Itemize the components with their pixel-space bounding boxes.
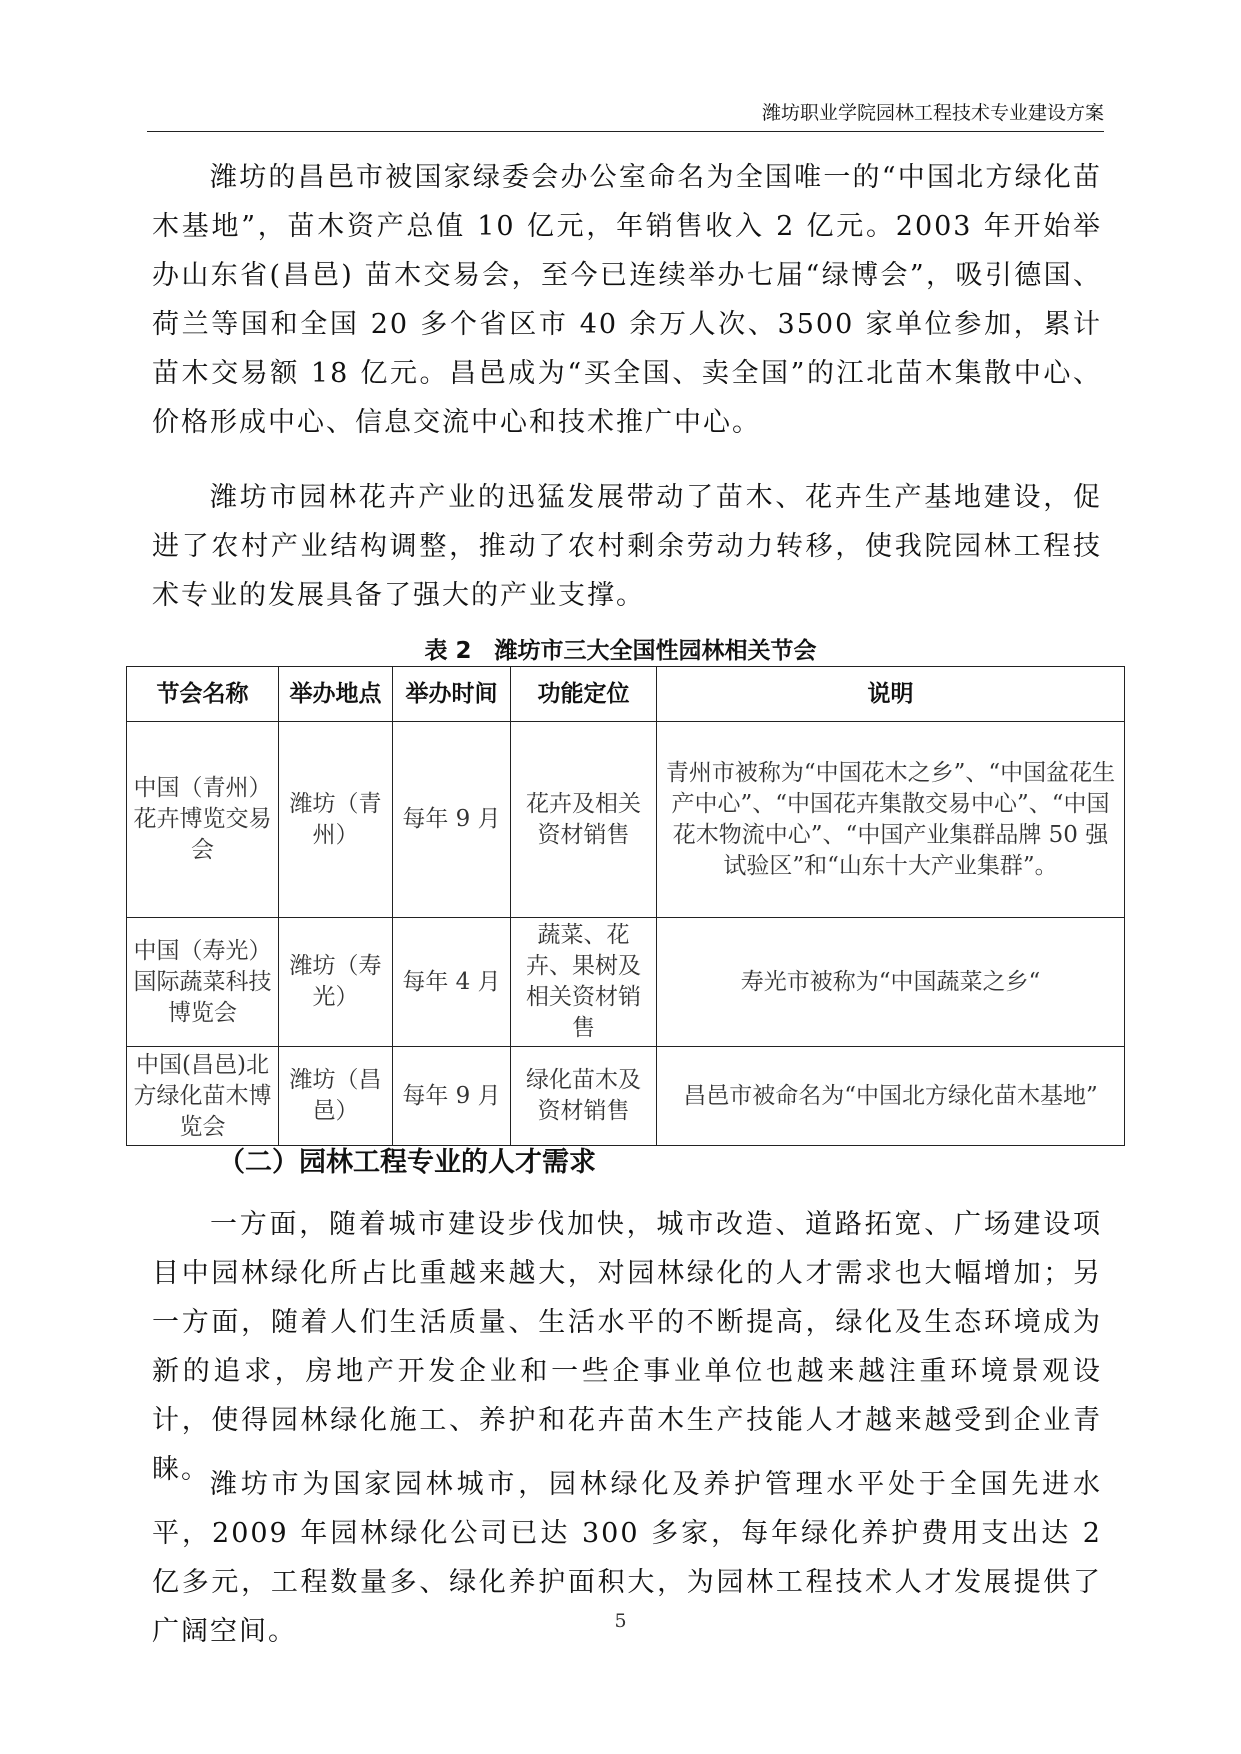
column-header: 举办时间 [393, 667, 511, 722]
table-cell: 青州市被称为“中国花木之乡”、“中国盆花生产中心”、“中国花卉集散交易中心”、“中国花木物流中心”、“中国产业集群品牌 50 强试验区”和“山东十大产业集群”。 [657, 722, 1125, 918]
table-cell: 寿光市被称为“中国蔬菜之乡“ [657, 918, 1125, 1047]
table-header-row [127, 667, 1125, 722]
festivals-table [126, 666, 1125, 1146]
column-header: 功能定位 [511, 667, 657, 722]
running-header: 潍坊职业学院园林工程技术专业建设方案 [147, 98, 1104, 132]
table-cell: 绿化苗木及资材销售 [511, 1047, 657, 1146]
table-caption: 表 2 潍坊市三大全国性园林相关节会 [424, 638, 817, 664]
column-header: 说明 [657, 667, 1125, 722]
page-number: 5 [614, 1610, 627, 1632]
table-row [127, 722, 1125, 918]
paragraph-weifang-garden-city: 潍坊市为国家园林城市，园林绿化及养护管理水平处于全国先进水平，2009 年园林绿化公司已达 300 多家，每年绿化养护费用支出达 2 亿多元，工程数量多、绿化养护面积大，为园林工程技术人才发展提供了广阔空间。 [152, 1469, 1102, 1647]
table-cell: 蔬菜、花卉、果树及相关资材销售 [511, 918, 657, 1047]
table-cell: 中国（青州）花卉博览交易会 [127, 722, 279, 918]
column-header: 节会名称 [127, 667, 279, 722]
table-row [127, 1047, 1125, 1146]
table-cell: 潍坊（昌邑） [279, 1047, 393, 1146]
table-cell: 昌邑市被命名为“中国北方绿化苗木基地” [657, 1047, 1125, 1146]
table-cell: 中国(昌邑)北方绿化苗木博览会 [127, 1047, 279, 1146]
table-cell: 每年 4 月 [393, 918, 511, 1047]
table-cell: 每年 9 月 [393, 722, 511, 918]
table-cell: 花卉及相关资材销售 [511, 722, 657, 918]
paragraph-industry: 潍坊市园林花卉产业的迅猛发展带动了苗木、花卉生产基地建设，促进了农村产业结构调整，推动了农村剩余劳动力转移，使我院园林工程技术专业的发展具备了强大的产业支撑。 [152, 482, 1102, 611]
table-cell: 中国（寿光）国际蔬菜科技博览会 [127, 918, 279, 1047]
table-cell: 潍坊（青州） [279, 722, 393, 918]
paragraph-changyi: 潍坊的昌邑市被国家绿委会办公室命名为全国唯一的“中国北方绿化苗木基地”，苗木资产总值 10 亿元，年销售收入 2 亿元。2003 年开始举办山东省(昌邑) 苗木交易会，至今已连续举办七届“绿博会”，吸引德国、荷兰等国和全国 20 多个省区市 40 余万人次、3500 家单位参加，累计苗木交易额 18 亿元。昌邑成为“买全国、卖全国”的江北苗木集散中心、价格形成中心、信息交流中心和技术推广中心。 [152, 162, 1102, 438]
column-header: 举办地点 [279, 667, 393, 722]
table-cell: 每年 9 月 [393, 1047, 511, 1146]
paragraph-talent-demand: 一方面，随着城市建设步伐加快，城市改造、道路拓宽、广场建设项目中园林绿化所占比重越来越大，对园林绿化的人才需求也大幅增加；另一方面，随着人们生活质量、生活水平的不断提高，绿化及生态环境成为新的追求，房地产开发企业和一些企事业单位也越来越注重环境景观设计，使得园林绿化施工、养护和花卉苗木生产技能人才越来越受到企业青睐。 [152, 1209, 1102, 1485]
section-heading: （二）园林工程专业的人才需求 [218, 1147, 596, 1178]
table-row [127, 918, 1125, 1047]
table-cell: 潍坊（寿光） [279, 918, 393, 1047]
